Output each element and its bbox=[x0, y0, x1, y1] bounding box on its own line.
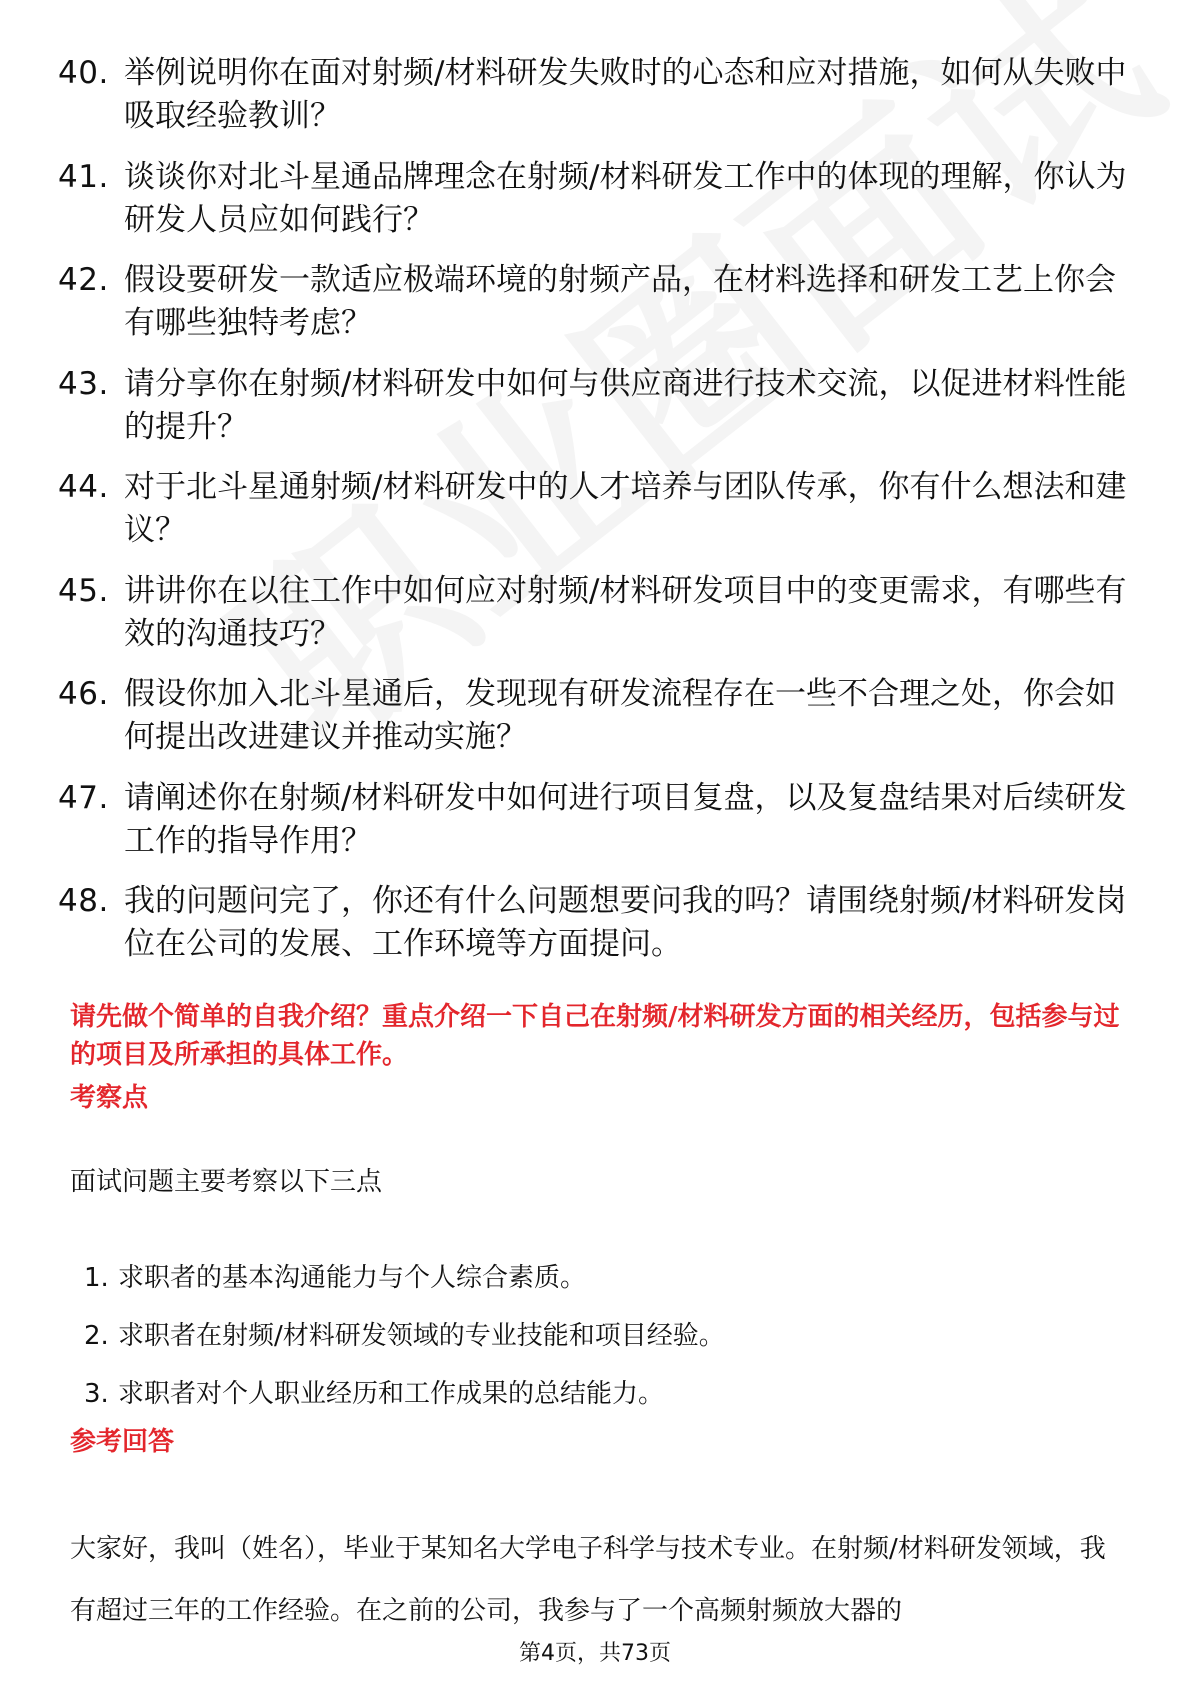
list-item bbox=[58, 259, 1138, 345]
question-number: 44. bbox=[58, 469, 109, 505]
list-item bbox=[58, 363, 1138, 449]
list-item bbox=[58, 570, 1138, 656]
question-list bbox=[58, 52, 1138, 984]
question-number: 47. bbox=[58, 779, 109, 816]
page-footer: 第4页，共73页 bbox=[519, 1641, 671, 1666]
list-item bbox=[84, 1260, 725, 1296]
list-item bbox=[84, 1318, 725, 1354]
question-text: 请分享你在射频/材料研发中如何与供应商进行技术交流，以促进材料性能的提升？ bbox=[124, 365, 1127, 445]
point-number: 1. bbox=[84, 1263, 109, 1293]
question-text: 我的问题问完了，你还有什么问题想要问我的吗？请围绕射频/材料研发岗位在公司的发展、工作环境等方面提问。 bbox=[124, 883, 1127, 962]
question-text: 对于北斗星通射频/材料研发中的人才培养与团队传承，你有什么想法和建议？ bbox=[124, 469, 1127, 548]
question-text: 假设要研发一款适应极端环境的射频产品，在材料选择和研发工艺上你会有哪些独特考虑？ bbox=[124, 262, 1116, 341]
list-item bbox=[58, 466, 1138, 552]
point-text: 求职者在射频/材料研发领域的专业技能和项目经验。 bbox=[118, 1321, 725, 1351]
reference-answer-text: 大家好，我叫（姓名），毕业于某知名大学电子科学与技术专业。在射频/材料研发领域，我有超过三年的工作经验。在之前的公司，我参与了一个高频射频放大器的 bbox=[70, 1534, 1106, 1626]
question-text: 假设你加入北斗星通后，发现现有研发流程存在一些不合理之处，你会如何提出改进建议并推动实施？ bbox=[124, 676, 1116, 755]
question-number: 48. bbox=[58, 883, 109, 919]
list-item bbox=[58, 156, 1138, 242]
point-text: 求职者的基本沟通能力与个人综合素质。 bbox=[118, 1263, 587, 1293]
list-item bbox=[58, 673, 1138, 759]
question-number: 40. bbox=[58, 55, 109, 91]
exam-points-list bbox=[84, 1260, 725, 1434]
question-text: 举例说明你在面对射频/材料研发失败时的心态和应对措施，如何从失败中吸取经验教训？ bbox=[124, 55, 1127, 134]
list-item bbox=[84, 1376, 725, 1412]
highlight-question: 请先做个简单的自我介绍？重点介绍一下自己在射频/材料研发方面的相关经历，包括参与过的项目及所承担的具体工作。 bbox=[70, 1002, 1120, 1070]
question-number: 41. bbox=[58, 158, 109, 195]
point-number: 3. bbox=[84, 1379, 109, 1409]
exam-points-heading: 考察点 bbox=[70, 1083, 149, 1113]
exam-points-intro: 面试问题主要考察以下三点 bbox=[70, 1167, 383, 1197]
point-text: 求职者对个人职业经历和工作成果的总结能力。 bbox=[118, 1379, 665, 1409]
point-number: 2. bbox=[84, 1321, 109, 1351]
list-item bbox=[58, 777, 1138, 863]
question-text: 讲讲你在以往工作中如何应对射频/材料研发项目中的变更需求，有哪些有效的沟通技巧？ bbox=[124, 572, 1127, 652]
question-text: 谈谈你对北斗星通品牌理念在射频/材料研发工作中的体现的理解，你认为研发人员应如何践行？ bbox=[124, 158, 1127, 238]
question-text: 请阐述你在射频/材料研发中如何进行项目复盘，以及复盘结果对后续研发工作的指导作用？ bbox=[124, 779, 1127, 859]
question-number: 43. bbox=[58, 365, 109, 402]
question-number: 45. bbox=[58, 572, 109, 609]
question-number: 42. bbox=[58, 262, 109, 298]
list-item bbox=[58, 880, 1138, 966]
question-number: 46. bbox=[58, 676, 109, 712]
list-item bbox=[58, 52, 1138, 138]
reference-answer-heading: 参考回答 bbox=[70, 1427, 175, 1457]
